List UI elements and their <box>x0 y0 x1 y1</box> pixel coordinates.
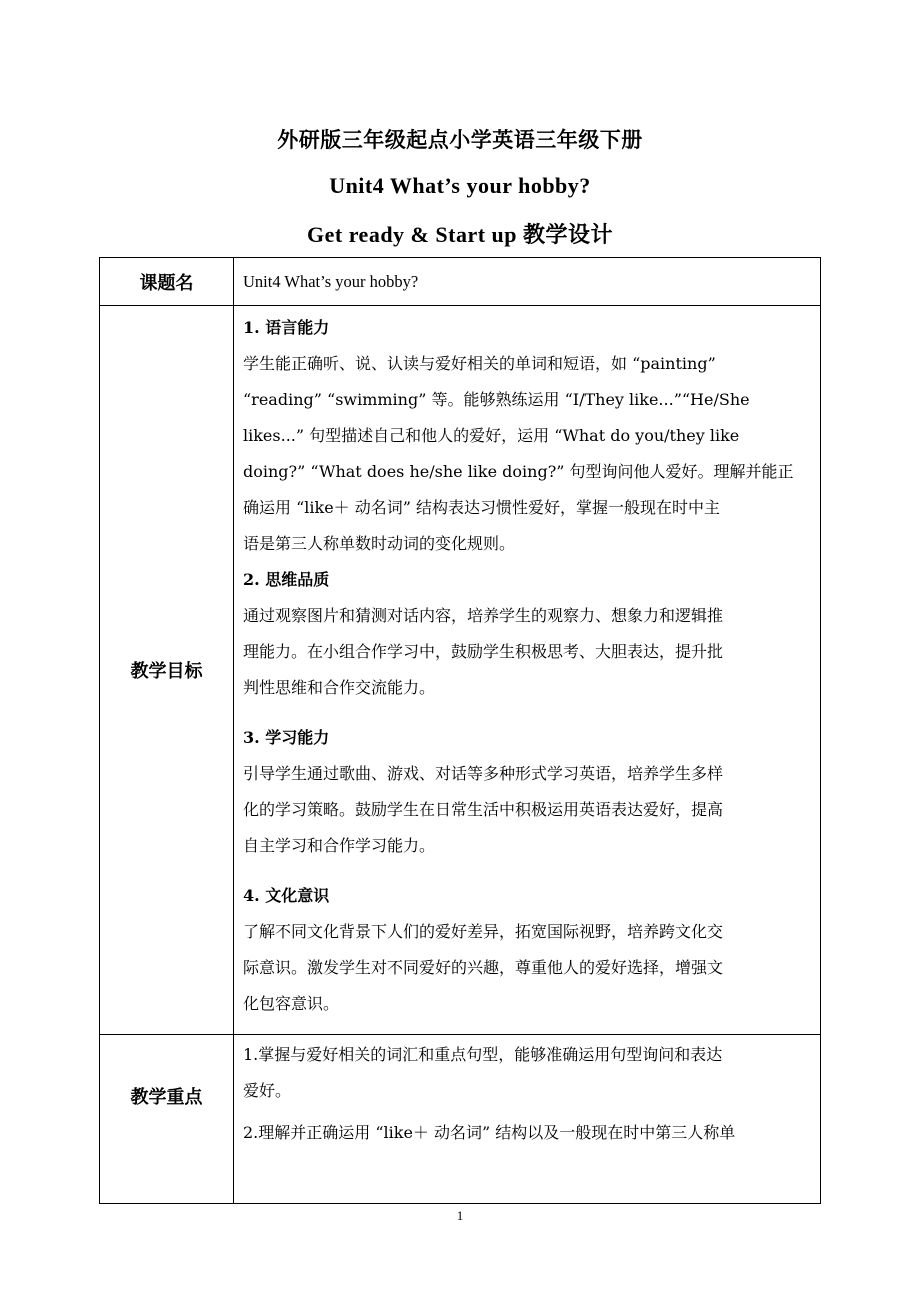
goal-line: 了解不同文化背景下人们的爱好差异，拓宽国际视野，培养跨文化交 <box>243 922 724 941</box>
goal-line: 化的学习策略。鼓励学生在日常生活中积极运用英语表达爱好，提高 <box>243 800 724 819</box>
key-points-label: 教学重点 <box>100 1035 234 1204</box>
goal-section-thinking <box>243 562 812 706</box>
document-title: 外研版三年级起点小学英语三年级下册 <box>277 127 643 152</box>
goal-line: likes...” 句型描述自己和他人的爱好，运用 “What do you/they like <box>243 426 740 445</box>
goal-line: 化包容意识。 <box>243 994 340 1013</box>
goals-content <box>234 306 821 1035</box>
goal-line: 引导学生通过歌曲、游戏、对话等多种形式学习英语，培养学生多样 <box>243 764 724 783</box>
lesson-subtitle: Get ready & Start up 教学设计 <box>306 222 614 247</box>
goal-line: 际意识。激发学生对不同爱好的兴趣，尊重他人的爱好选择，增强文 <box>243 958 724 977</box>
goal-heading: 3. 学习能力 <box>243 728 330 747</box>
page-number: 1 <box>456 1208 464 1223</box>
goal-section-learning <box>243 720 812 864</box>
goal-line: doing?” “What does he/she like doing?” 句型询问他人爱好。理解并能正 <box>243 462 794 481</box>
unit-title: Unit4 What’s your hobby? <box>329 173 591 198</box>
lesson-plan-table <box>99 257 821 1204</box>
table-row-goals <box>100 306 821 1035</box>
goals-label: 教学目标 <box>100 306 234 1035</box>
goal-line: “reading” “swimming” 等。能够熟练运用 “I/They like...”“He/She <box>243 390 750 409</box>
goal-section-language <box>243 310 812 562</box>
topic-label: 课题名 <box>100 258 234 306</box>
goal-line: 理能力。在小组合作学习中，鼓励学生积极思考、大胆表达，提升批 <box>243 642 724 661</box>
goal-heading: 4. 文化意识 <box>243 886 330 905</box>
key-points-content <box>234 1035 821 1204</box>
goal-heading: 1. 语言能力 <box>243 318 330 337</box>
key-point-line: 1.掌握与爱好相关的词汇和重点句型，能够准确运用句型询问和表达 <box>243 1045 723 1064</box>
goal-heading: 2. 思维品质 <box>243 570 330 589</box>
table-row-key-points <box>100 1035 821 1204</box>
goal-line: 学生能正确听、说、认读与爱好相关的单词和短语，如 “painting” <box>243 354 716 373</box>
goal-line: 通过观察图片和猜测对话内容，培养学生的观察力、想象力和逻辑推 <box>243 606 724 625</box>
goal-line: 判性思维和合作交流能力。 <box>243 678 436 697</box>
goal-line: 语是第三人称单数时动词的变化规则。 <box>243 534 516 553</box>
goal-line: 自主学习和合作学习能力。 <box>243 836 436 855</box>
goal-line: 确运用 “like＋ 动名词” 结构表达习惯性爱好，掌握一般现在时中主 <box>243 498 721 517</box>
table-row-topic <box>100 258 821 306</box>
key-point-line: 爱好。 <box>243 1081 292 1100</box>
topic-value: Unit4 What’s your hobby? <box>234 258 821 306</box>
key-point-line: 2.理解并正确运用 “like＋ 动名词” 结构以及一般现在时中第三人称单 <box>243 1123 736 1142</box>
goal-section-culture <box>243 878 812 1022</box>
